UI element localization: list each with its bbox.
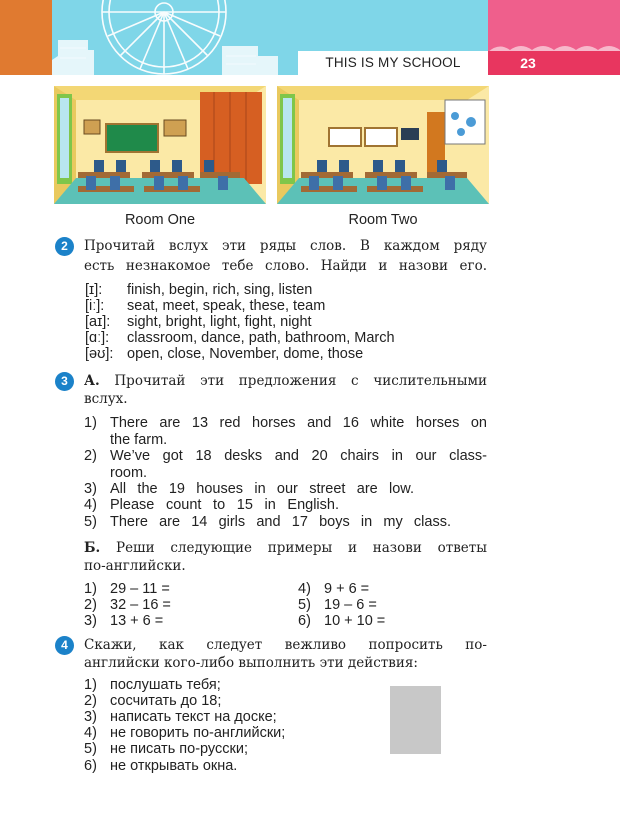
exercise-4-task-line-1: Скажи, как следует вежливо попросить по-: [84, 637, 487, 653]
image-placeholder: [390, 686, 441, 754]
sentence-item: 3) All the 19 houses in our street are low.: [84, 481, 414, 497]
phoneme: [aɪ]:: [85, 314, 111, 330]
exercise-2-task-line-2: есть незнакомое тебе слово. Найди и назови его.: [84, 258, 487, 274]
orange-corner-tab: [0, 0, 52, 75]
action-item: 2) сосчитать до 18;: [84, 693, 222, 709]
word-row: [85, 282, 312, 299]
phoneme: [ɪ]:: [85, 282, 103, 298]
word-row: [85, 330, 395, 347]
word-row: [85, 314, 312, 331]
exercise-3a-task-line-1: А. Прочитай эти предложения с числительными: [84, 373, 487, 389]
sentence-item: 1) There are 13 red horses and 16 white horses on the farm.: [84, 415, 487, 448]
action-item: 5) не писать по-русски;: [84, 741, 248, 757]
part-b-label: Б.: [84, 540, 101, 556]
sentence-item: 4) Please count to 15 in English.: [84, 497, 339, 513]
exercise-4-task-line-2: английски кого-либо выполнить эти действия:: [84, 655, 418, 671]
exercise-2-task-line-1: Прочитай вслух эти ряды слов. В каждом ряду: [84, 238, 487, 254]
part-a-label: А.: [84, 373, 100, 389]
word-row: [85, 298, 325, 315]
math-example: 1) 29 – 11 =: [84, 581, 170, 597]
room-one-illustration: [54, 86, 266, 204]
word-list: seat, meet, speak, these, team: [127, 298, 326, 314]
phoneme: [iː]:: [85, 298, 105, 314]
running-title: THIS IS MY SCHOOL: [325, 55, 461, 70]
room-one-caption: Room One: [124, 212, 196, 228]
exercise-3-number: 3: [55, 372, 74, 391]
math-example: 3) 13 + 6 =: [84, 613, 164, 629]
action-item: 6) не открывать окна.: [84, 758, 238, 774]
exercise-2-number: 2: [55, 237, 74, 256]
word-list: finish, begin, rich, sing, listen: [127, 282, 313, 298]
math-example: 4) 9 + 6 =: [298, 581, 370, 597]
action-item: 3) написать текст на доске;: [84, 709, 277, 725]
word-list: classroom, dance, path, bathroom, March: [127, 330, 395, 346]
exercise-3b-task-line-2: по-английски.: [84, 558, 186, 574]
room-two-illustration: [277, 86, 489, 204]
math-example: 2) 32 – 16 =: [84, 597, 171, 613]
phoneme: [ɑː]:: [85, 330, 110, 346]
action-item: 4) не говорить по-английски;: [84, 725, 286, 741]
word-row: [85, 346, 363, 363]
exercise-4-number: 4: [55, 636, 74, 655]
word-list: open, close, November, dome, those: [127, 346, 364, 362]
sentence-item: 5) There are 14 girls and 17 boys in my class.: [84, 514, 451, 530]
action-item: 1) послушать тебя;: [84, 677, 221, 693]
math-example: 5) 19 – 6 =: [298, 597, 377, 613]
word-list: sight, bright, light, fight, night: [127, 314, 312, 330]
phoneme: [əʊ]:: [85, 346, 114, 362]
room-two-caption: Room Two: [348, 212, 418, 228]
exercise-3b-task-line-1: Б. Реши следующие примеры и назови ответы: [84, 540, 487, 556]
math-example: 6) 10 + 10 =: [298, 613, 386, 629]
exercise-3a-task-line-2: вслух.: [84, 391, 128, 407]
page-number: 23: [520, 55, 536, 71]
sentence-item: 2) We’ve got 18 desks and 20 chairs in our class- room.: [84, 448, 487, 481]
wave-decoration: [488, 36, 620, 52]
